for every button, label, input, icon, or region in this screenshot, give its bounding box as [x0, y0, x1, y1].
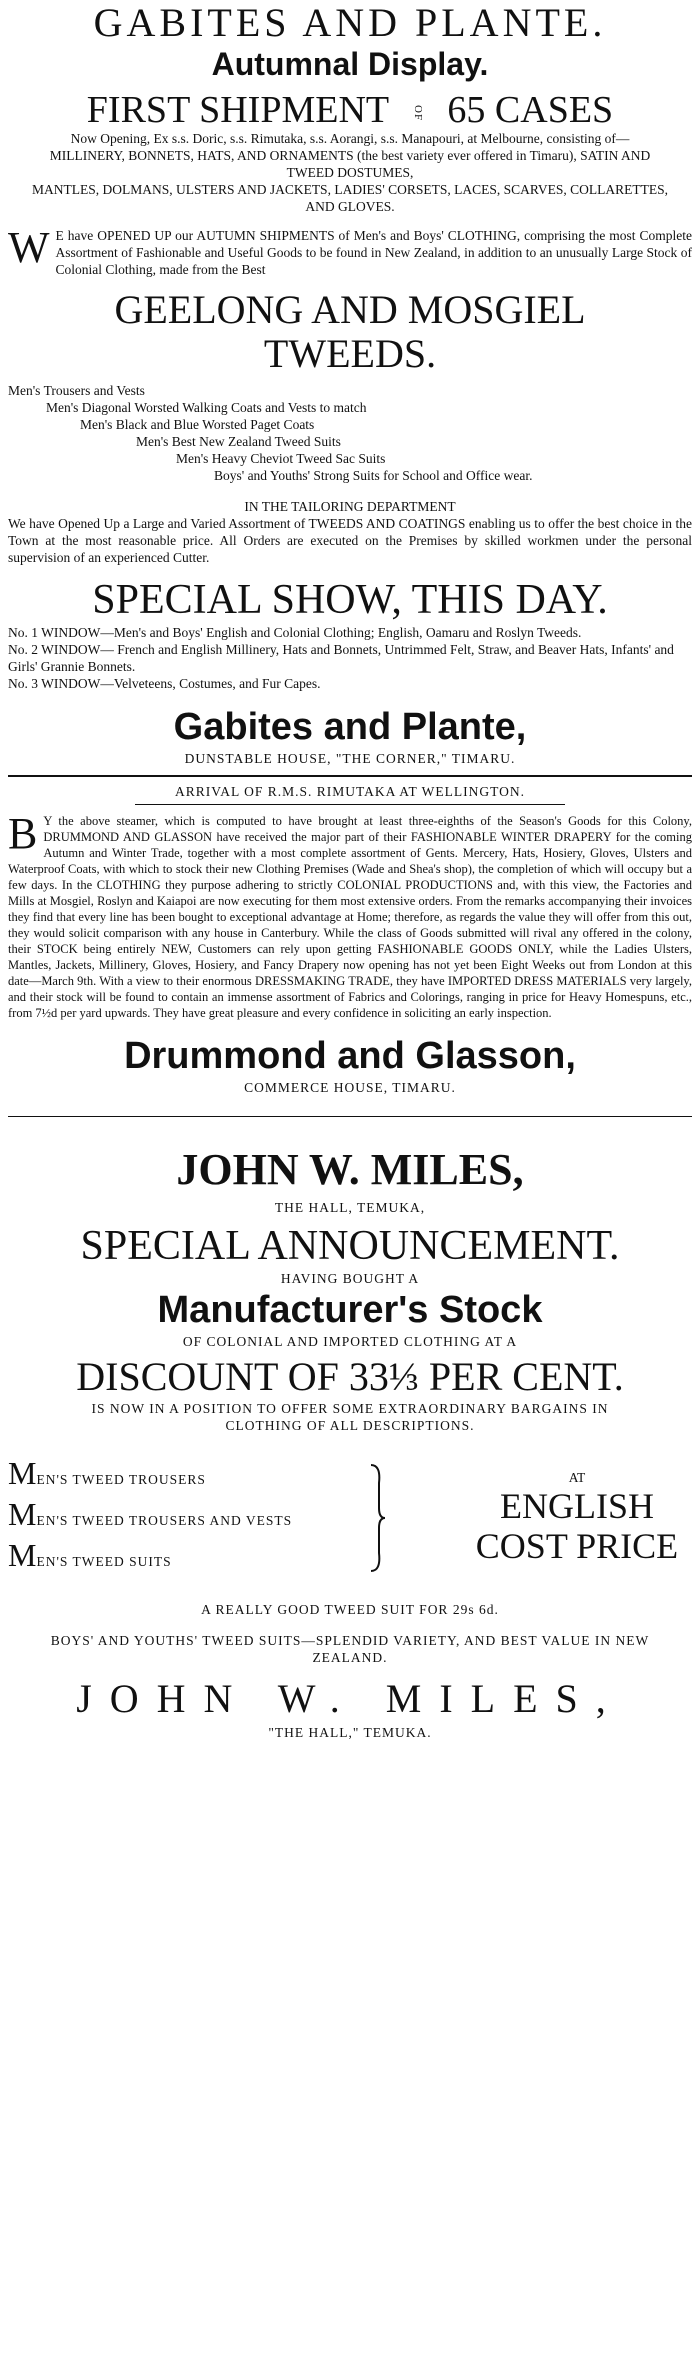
english-label: ENGLISH — [499, 1486, 654, 1526]
clothing-item: Men's Best New Zealand Tweed Suits — [136, 434, 341, 449]
offer: IS NOW IN A POSITION TO OFFER SOME EXTRAORDINARY BARGAINS IN CLOTHING OF ALL DESCRIPTIONS. — [91, 1401, 609, 1433]
divider — [8, 775, 692, 777]
footer-hall: "THE HALL," TEMUKA. — [268, 1725, 432, 1740]
ad-header: JOHN W. MILES, — [176, 1145, 524, 1194]
arrival-heading: ARRIVAL OF R.M.S. RIMUTAKA AT WELLINGTON. — [174, 784, 526, 799]
item-initial: M — [8, 1537, 37, 1573]
shipment-right: 65 CASES — [447, 89, 614, 131]
newspaper-page — [0, 2, 700, 2353]
item-text: EN'S TWEED TROUSERS — [36, 1472, 206, 1487]
arrival-text: Y the above steamer, which is computed to have brought at least three-eighths of the Season's Goods for this Colony, DRUMMOND AND GLASSON have received the major part of their FASHIONABLE WINTER DRAPERY for the coming Autumn and Winter Trade, together with a most complete assortment of Gents. Mercery, Hats, Hosiery, Gloves, Ulsters and Waterproof Coats, with which to stock their new Clothing Premises (Wade and Shea's shop), the completion of which will occupy but a few days. In the CLOTHING they purpose adhering to strictly COLONIAL PRODUCTIONS and, with this view, the Factories and Mills at Mosgiel, Roslyn and Kaiapoi are now executing for them most extensive orders. From the remarks accompanying their invoices they find that every line has been bought to exceptional advantage at Home; therefore, as regards the value they will offer from this out, they would solicit comparison with any house in Canterbury. While the class of Goods submitted will rival any offered in the colony, their STOCK being entirely NEW, Customers can rely upon getting FASHIONABLE GOODS ONLY, while the Ladies Ulsters, Mantles, Jackets, Millinery, Gloves, Hosiery, and Fancy Drapery now opening has not yet been Eight Weeks out from London at this date—March 9th. With a view to their enormous DRESSMAKING TRADE, they have IMPORTED DRESS MATERIALS very largely, and their stock will be found to contain an immense assortment of Fabrics and Colorings, ranging in price for Heavy Homespuns, etc., from 7½d per yard upwards. They have great pleasure and every confidence in soliciting an early inspection. — [8, 814, 692, 1020]
drop-cap: B — [8, 809, 38, 858]
having-bought: HAVING BOUGHT A — [280, 1271, 420, 1286]
miles-advert — [8, 1145, 692, 1741]
firm-name: Gabites and Plante, — [173, 706, 527, 748]
clothing-item: Men's Heavy Cheviot Tweed Sac Suits — [176, 451, 386, 466]
manufacturers-stock: Manufacturer's Stock — [157, 1289, 543, 1331]
announcement: SPECIAL ANNOUNCEMENT. — [80, 1223, 620, 1269]
boys-suits: BOYS' AND YOUTHS' TWEED SUITS—SPLENDID VARIETY, AND BEST VALUE IN NEW ZEALAND. — [50, 1633, 650, 1665]
item-initial: M — [8, 1455, 37, 1491]
shipment-of: OF — [411, 105, 424, 122]
tweeds-line-2: TWEEDS. — [263, 331, 437, 376]
clothing-item: Men's Trousers and Vests — [8, 383, 145, 398]
intro-text: E have OPENED UP our AUTUMN SHIPMENTS of Men's and Boys' CLOTHING, comprising the most Complete Assortment of Fashionable and Useful Goods to be found in New Zealand, in addition to an unusually Large Stock of Colonial Clothing, made from the Best — [55, 228, 692, 277]
firm-address: DUNSTABLE HOUSE, "THE CORNER," TIMARU. — [184, 751, 516, 766]
intro-paragraph — [8, 223, 692, 278]
gabites-advert — [8, 2, 692, 767]
price-block — [8, 1456, 692, 1579]
shipment-heading — [8, 90, 692, 130]
special-show: SPECIAL SHOW, THIS DAY. — [92, 577, 608, 623]
drop-cap: W — [8, 223, 50, 272]
cost-price-label: COST PRICE — [475, 1526, 679, 1566]
goods-line-2: MANTLES, DOLMANS, ULSTERS AND JACKETS, LADIES' CORSETS, LACES, SCARVES, COLLARETTES, AND GLOVES. — [32, 182, 668, 214]
goods-line-1: MILLINERY, BONNETS, HATS, AND ORNAMENTS (the best variety ever offered in Timaru), SATIN AND TWEED DOSTUMES, — [49, 148, 651, 180]
tailoring-text: We have Opened Up a Large and Varied Assortment of TWEEDS AND COATINGS enabling us to offer the best choice in the Town at the most reasonable price. All Orders are executed on the Premises by skilled workmen under the personal supervision of an experienced Cutter. — [8, 516, 692, 565]
item-text: EN'S TWEED TROUSERS AND VESTS — [36, 1513, 293, 1528]
location: THE HALL, TEMUKA, — [274, 1200, 426, 1215]
list-item — [8, 1497, 292, 1538]
divider — [8, 1116, 692, 1117]
cost-price-block — [462, 1469, 692, 1566]
list-item — [8, 1538, 292, 1579]
suit-offer: A REALLY GOOD TWEED SUIT FOR 29s 6d. — [201, 1602, 499, 1617]
tailoring-heading: IN THE TAILORING DEPARTMENT — [244, 499, 456, 514]
stock-desc: OF COLONIAL AND IMPORTED CLOTHING AT A — [182, 1334, 518, 1349]
ad-header: GABITES AND PLANTE. — [93, 0, 607, 45]
opening-text: Now Opening, Ex s.s. Doric, s.s. Rimutaka, s.s. Aorangi, s.s. Manapouri, at Melbourne, consisting of— — [70, 131, 630, 146]
footer-name: JOHN W. MILES, — [76, 1676, 624, 1721]
window-item: No. 2 WINDOW— French and English Millinery, Hats and Bonnets, Untrimmed Felt, Straw, and Beaver Hats, Infants' and Girls' Grannie Bonnets. — [8, 642, 674, 674]
arrival-body — [8, 809, 692, 1021]
ad-subtitle: Autumnal Display. — [211, 46, 489, 82]
brace-icon — [367, 1463, 387, 1573]
list-item — [8, 1456, 292, 1497]
window-item: No. 1 WINDOW—Men's and Boys' English and Colonial Clothing; English, Oamaru and Roslyn Tweeds. — [8, 625, 582, 640]
tweeds-line-1: GEELONG AND MOSGIEL — [114, 287, 586, 332]
clothing-item: Men's Black and Blue Worsted Paget Coats — [80, 417, 315, 432]
clothing-list — [8, 382, 692, 484]
discount: DISCOUNT OF 33⅓ PER CENT. — [76, 1354, 624, 1399]
drummond-advert — [8, 783, 692, 1096]
firm-address: COMMERCE HOUSE, TIMARU. — [244, 1080, 456, 1095]
shipment-left: FIRST SHIPMENT — [86, 89, 389, 131]
window-list — [8, 624, 692, 692]
window-item: No. 3 WINDOW—Velveteens, Costumes, and Fur Capes. — [8, 676, 321, 691]
item-initial: M — [8, 1496, 37, 1532]
clothing-item: Boys' and Youths' Strong Suits for School and Office wear. — [214, 468, 533, 483]
clothing-item: Men's Diagonal Worsted Walking Coats and Vests to match — [46, 400, 367, 415]
trousers-list — [8, 1456, 292, 1579]
at-label: AT — [568, 1470, 586, 1485]
item-text: EN'S TWEED SUITS — [36, 1554, 172, 1569]
divider — [135, 804, 565, 805]
firm-name: Drummond and Glasson, — [124, 1035, 576, 1077]
